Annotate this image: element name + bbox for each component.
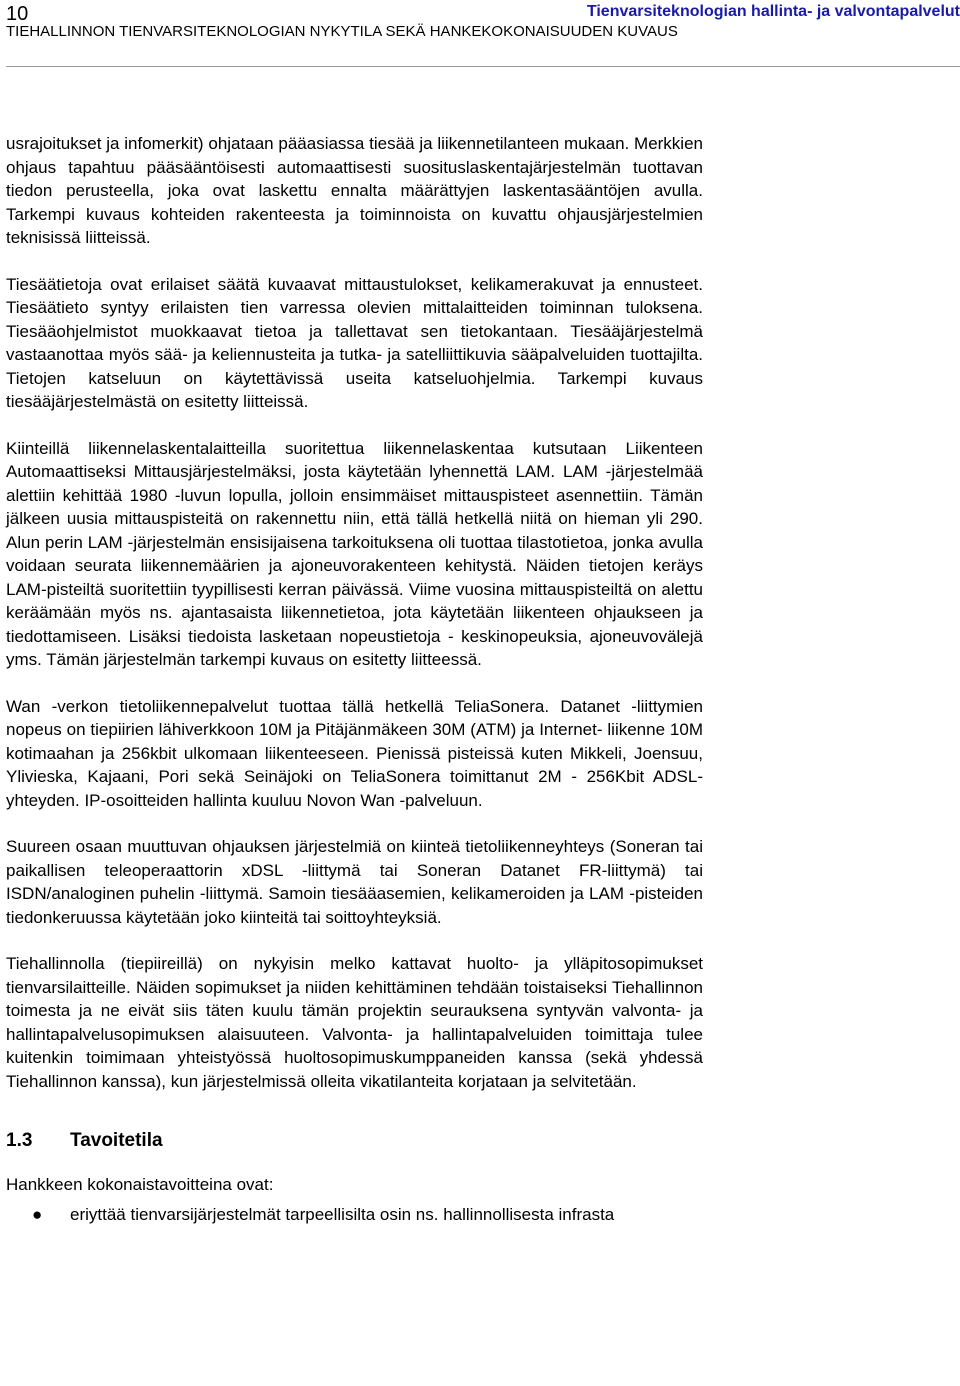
paragraph-lam: Kiinteillä liikennelaskentalaitteilla suoritettua liikennelaskentaa kutsutaan Liikenteen Automaattiseksi Mittausjärjestelmäksi, josta käytetään lyhennettä LAM. LAM -järjestelmää alettiin kehittää 1980 -luvun lopulla, jolloin ensimmäiset mittauspisteet asennettiin. Tämän jälkeen uusia mittauspisteitä on rakennettu niin, että tällä hetkellä niitä on hieman yli 290. Alun perin LAM -järjestelmän ensisijaisena tarkoituksena oli tuottaa tilastotietoa, jonka avulla voidaan seurata liikennemäärien ja ajoneuvorakenteen kehitystä. Näiden tietojen keräys LAM-pisteiltä suoritettiin tyypillisesti kerran päivässä. Viime vuosina mittauspisteiltä on alettu keräämään myös ns. ajantasaista liikennetietoa, jota käytetään liikenteen ohjaukseen ja tiedottamiseen. Lisäksi tiedoista lasketaan nopeustietoja - keskinopeuksia, ajoneuvovälejä yms. Tämän järjestelmän tarkempi kuvaus on esitetty liitteessä. [6, 438, 703, 669]
list-item-text: eriyttää tienvarsijärjestelmät tarpeellisilta osin ns. hallinnollisesta infrasta [70, 1204, 615, 1224]
section-title: Tavoitetila [70, 1130, 163, 1151]
section-number: 1.3 [6, 1130, 33, 1151]
bullet-icon: ● [32, 1204, 43, 1224]
paragraph-road-weather: Tiesäätietoja ovat erilaiset säätä kuvaavat mittaustulokset, kelikamerakuvat ja ennusteet. Tiesäätieto syntyy erilaisten tien varressa olevien mittalaitteiden toiminnan tuloksena. Tiesääohjelmistot muokkaavat tietoa ja tallettavat sen tietokantaan. Tiesääjärjestelmä vastaanottaa myös sää- ja keliennusteita ja tutka- ja satelliittikuvia sääpalveluiden tuottajilta. Tietojen katseluun on käytettävissä useita katseluohjelmia. Tarkempi kuvaus tiesääjärjestelmästä on esitetty liitteissä. [6, 274, 703, 411]
document-title: Tienvarsiteknologian hallinta- ja valvontapalvelut [586, 3, 960, 20]
page-body [6, 132, 703, 1226]
page-number: 10 [6, 3, 29, 25]
section-heading [6, 1129, 703, 1153]
list-item [6, 1203, 703, 1227]
goal-list [6, 1203, 703, 1227]
paragraph-connections: Suureen osaan muuttuvan ohjauksen järjestelmiä on kiinteä tietoliikenneyhteys (Soneran tai paikallisen teleoperaattorin xDSL -liittymä tai Soneran Datanet FR-liittymä) tai ISDN/analoginen puhelin -liittymä. Samoin tiesääasemien, kelikameroiden ja LAM -pisteiden tiedonkeruussa käytetään joko kiinteitä tai soittoyhteyksiä. [6, 837, 703, 927]
page-header [6, 0, 960, 67]
document-subtitle: TIEHALLINNON TIENVARSITEKNOLOGIAN NYKYTILA SEKÄ HANKEKOKONAISUUDEN KUVAUS [6, 23, 678, 40]
section-intro: Hankkeen kokonaistavoitteina ovat: [6, 1175, 274, 1194]
paragraph-signs: usrajoitukset ja infomerkit) ohjataan pääasiassa tiesää ja liikennetilanteen mukaan. Merkkien ohjaus tapahtuu pääsääntöisesti automaattisesti suosituslaskentajärjestelmän tuottavan tiedon perusteella, joka ovat laskettu ennalta määrättyjen laskentasääntöjen avulla. Tarkempi kuvaus kohteiden rakenteesta ja toiminnoista on kuvattu ohjausjärjestelmien teknisissä liitteissä. [6, 134, 703, 247]
paragraph-maintenance: Tiehallinnolla (tiepiireillä) on nykyisin melko kattavat huolto- ja ylläpitosopimukset tienvarsilaitteille. Näiden sopimukset ja niiden kehittäminen tehdään toistaiseksi Tiehallinnon toimesta ja ne eivät siis täten kuulu tämän projektin seurauksena syntyvän valvonta- ja hallintapalvelusopimuksen alaisuuteen. Valvonta- ja hallintapalveluiden toimittaja tulee kuitenkin toimimaan yhteistyössä huoltosopimuskumppaneiden kanssa (sekä yhdessä Tiehallinnon kanssa), kun järjestelmissä olleita vikatilanteita korjataan ja selvitetään. [6, 954, 703, 1091]
paragraph-wan: Wan -verkon tietoliikennepalvelut tuottaa tällä hetkellä TeliaSonera. Datanet -liittymien nopeus on tiepiirien lähiverkkoon 10M ja Pitäjänmäkeen 30M (ATM) ja Internet- liikenne 10M kotimaahan ja 256kbit ulkomaan liikenteeseen. Pienissä pisteissä kuten Mikkeli, Joensuu, Ylivieska, Kajaani, Pori sekä Seinäjoki on TeliaSonera toimittanut 2M - 256Kbit ADSL- yhteyden. IP-osoitteiden hallinta kuuluu Novon Wan -palveluun. [6, 696, 703, 810]
